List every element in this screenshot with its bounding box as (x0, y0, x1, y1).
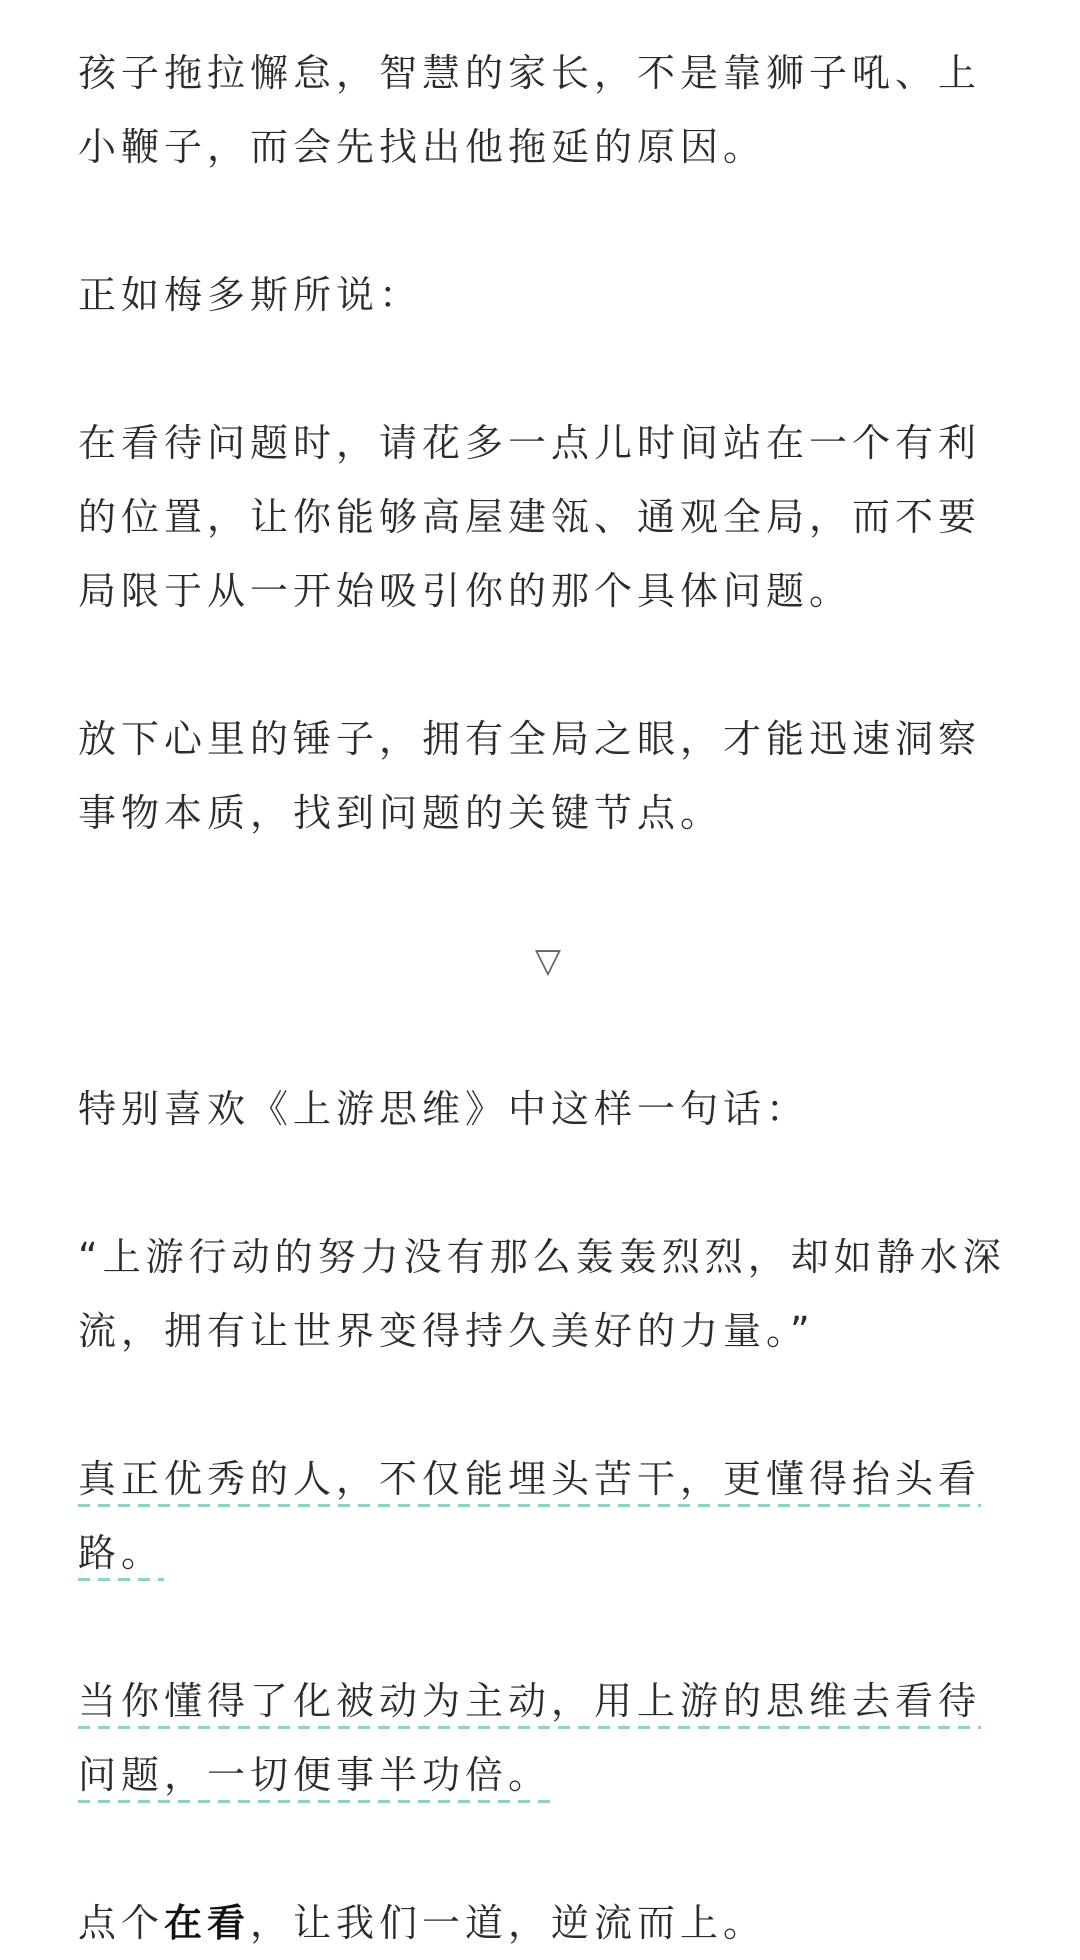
spacer (78, 332, 1018, 406)
paragraph-hammer: 放下心里的锤子，拥有全局之眼，才能迅速洞察事物本质，找到问题的关键节点。 (78, 717, 982, 835)
paragraph-upstream-thinking (78, 1664, 1018, 1812)
article-body (78, 36, 1018, 1960)
spacer (78, 1146, 1018, 1220)
paragraph-book-intro: 特别喜欢《上游思维》中这样一句话： (78, 1087, 810, 1131)
spacer (78, 184, 1018, 258)
spacer (78, 628, 1018, 702)
paragraph-meadows-intro: 正如梅多斯所说： (78, 273, 423, 317)
cta-suffix: ，让我们一道，逆流而上。 (250, 1901, 767, 1945)
cta-prefix: 点个 (78, 1901, 165, 1945)
cta-bold-text: 在看 (164, 1901, 251, 1945)
spacer (78, 1812, 1018, 1886)
paragraph-book-quote: “上游行动的努力没有那么轰轰烈烈，却如静水深流，拥有让世界变得持久美好的力量。” (78, 1235, 1006, 1353)
spacer (78, 1590, 1018, 1664)
spacer (78, 1368, 1018, 1442)
paragraph-call-to-action (78, 1886, 1018, 1960)
paragraph-procrastination: 孩子拖拉懈怠，智慧的家长，不是靠狮子吼、上小鞭子，而会先找出他拖延的原因。 (78, 51, 982, 169)
paragraph-meadows-quote: 在看待问题时，请花多一点儿时间站在一个有利的位置，让你能够高屋建瓴、通观全局，而不要局限于从一开始吸引你的那个具体问题。 (78, 421, 982, 613)
paragraph-excellent-people (78, 1442, 1018, 1590)
spacer (78, 998, 1018, 1072)
spacer (78, 850, 1018, 924)
triangle-divider-icon: ▽ (534, 941, 562, 981)
highlighted-text: 真正优秀的人，不仅能埋头苦干，更懂得抬头看路。 (78, 1457, 981, 1581)
highlighted-text: 当你懂得了化被动为主动，用上游的思维去看待问题，一切便事半功倍。 (78, 1679, 981, 1803)
